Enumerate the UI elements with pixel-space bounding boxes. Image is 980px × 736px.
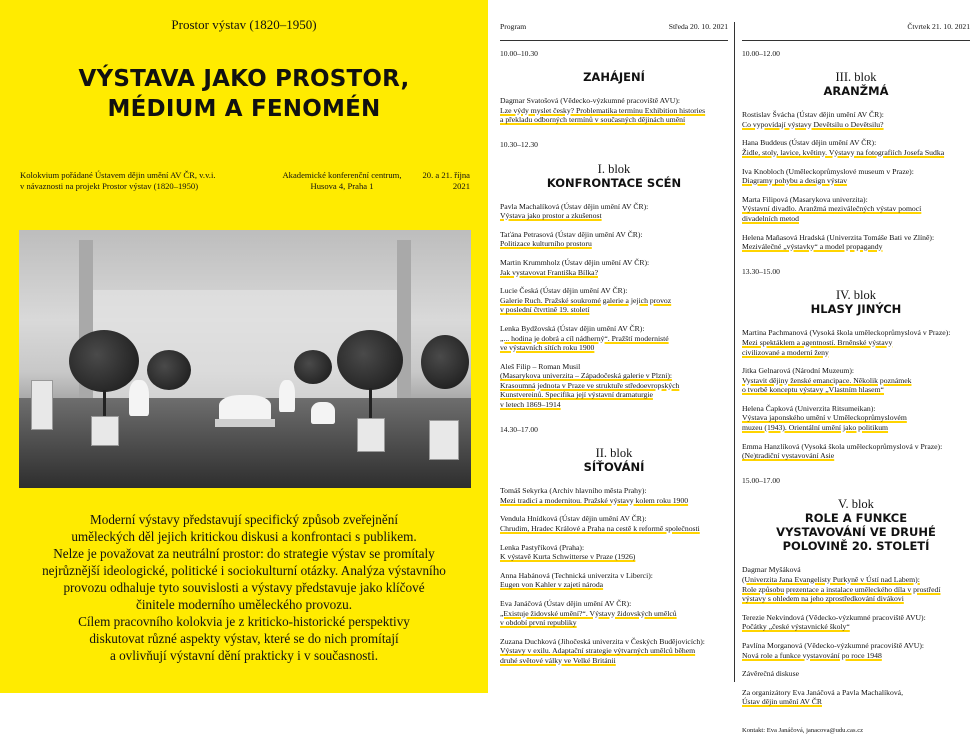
talk-item [500, 362, 728, 410]
talk-title-text: civilizované a moderní ženy [742, 347, 829, 357]
talk-title-line [742, 214, 970, 224]
talk-title-line [742, 338, 970, 348]
speaker: Tomáš Sekyrka (Archiv hlavního města Prahy): [500, 486, 647, 496]
talk-item [500, 230, 728, 249]
talk-item [742, 366, 970, 395]
talk-title-text: muzeu (1943). Orientální umění jako politikum [742, 423, 889, 433]
talk-title-line [500, 609, 728, 619]
speaker: Jitka Gelnarová (Národní Muzeum): [742, 366, 855, 376]
date-info [415, 170, 470, 192]
speaker: Lenka Bydžovská (Ústav dějin umění AV ČR): [500, 323, 645, 333]
day1-date: Středa 20. 10. 2021 [668, 22, 728, 31]
talk-title-line [500, 115, 728, 125]
organizer-info [20, 170, 260, 192]
session-title: KONFRONTACE SCÉN [546, 175, 682, 190]
talk-title-line [500, 296, 728, 306]
talk-title-line [500, 496, 728, 506]
talk-item [742, 110, 970, 129]
speaker: Pavlína Morganová (Vědecko-výzkumné pracoviště AVU): [742, 641, 925, 650]
talk-title-line [742, 176, 970, 186]
talk-title-text: „... hodina je dobrá a cíl nádherný“. Pražští modernisté [500, 333, 669, 343]
speaker: Helena Čapková (Univerzita Ritsumeikan): [742, 403, 876, 413]
block-number: III. blok [835, 70, 877, 85]
desc-line: Moderní výstavy představují specifický způsob zveřejnění [90, 512, 398, 527]
session-block [500, 140, 728, 425]
talk-item [742, 613, 970, 632]
talk-item [500, 486, 728, 505]
info-line: Husova 4, Praha 1 [310, 181, 374, 191]
session-block [742, 49, 970, 267]
talk-item [742, 167, 970, 186]
page-title [0, 64, 488, 124]
session-time: 13.30–15.00 [742, 266, 780, 276]
talk-title-text: Co vypovídají výstavy Devětsilu o Devětsilu? [742, 119, 884, 129]
talk-item [742, 328, 970, 357]
talk-title-line [742, 242, 970, 252]
speaker: Emma Hanzlíková (Vysoká škola uměleckoprůmyslová v Praze): [742, 441, 943, 451]
talk-item [500, 286, 728, 315]
talk-item [742, 641, 970, 660]
talk-title-line [742, 204, 970, 214]
talk-item [500, 543, 728, 562]
speaker: Anna Habánová (Technická univerzita v Liberci): [500, 570, 653, 580]
talk-title-line [500, 524, 728, 534]
talk-title-text: Vystavit dějiny ženské emancipace. Několik poznámek [742, 375, 912, 385]
talk-title-line [500, 646, 728, 656]
talk-title-line [500, 580, 728, 590]
info-line: v návaznosti na projekt Prostor výstav (1820–1950) [20, 181, 199, 191]
info-line: Akademické konferenční centrum, [282, 170, 402, 180]
column-header [500, 22, 728, 32]
talk-title-text: Mezi tradicí a modernitou. Pražské výstavy kolem roku 1900 [500, 495, 689, 505]
session-block [500, 49, 728, 140]
speaker: Zuzana Duchková (Jihočeská univerzita v Českých Budějovicích): [500, 636, 705, 646]
speaker: Rostislav Švácha (Ústav dějin umění AV ČR): [742, 110, 884, 120]
column-header [742, 22, 970, 32]
venue-info [262, 170, 422, 192]
speaker: Dagmar Svatošová (Vědecko-výzkumné pracoviště AVU): [500, 96, 681, 106]
info-line: 20. a 21. října [422, 170, 470, 180]
talk-title-text: druhé světové války ve Velké Británii [500, 655, 616, 665]
speaker: Hana Buddeus (Ústav dějin umění AV ČR): [742, 138, 877, 148]
talk-item [742, 195, 970, 224]
session-title: ZAHÁJENÍ [583, 70, 645, 85]
talk-title-text: Role způsobu prezentace a instalace uměleckého díla v prostředí [742, 584, 941, 594]
talk-title-text: Ústav dějin umění AV ČR [742, 697, 823, 707]
info-line: 2021 [452, 181, 470, 191]
series-title: Prostor výstav (1820–1950) [171, 17, 317, 32]
talk-title-line [742, 120, 970, 130]
talk-title-text: ve výstavních sítích roku 1900 [500, 343, 595, 353]
speaker: Eva Janáčová (Ústav dějin umění AV ČR): [500, 599, 632, 608]
talk-title-line [500, 106, 728, 116]
program-label: Program [500, 22, 527, 31]
talk-item [742, 688, 970, 707]
session-title: HLASY JINÝCH [810, 302, 902, 317]
session-time: 10.30–12.30 [500, 139, 538, 149]
talk-title-text: Galerie Ruch. Pražské soukromé galerie a jejich provoz [500, 295, 672, 305]
desc-line: činitele moderního uměleckého provozu. [135, 597, 353, 612]
speaker: Dagmar Myšáková [742, 565, 801, 575]
desc-line: provozu odhaluje tyto souvislosti a výstavy představuje jako klíčové [63, 580, 425, 595]
talk-title-text: (Ne)tradiční vystavování Asie [742, 451, 835, 461]
session-title-line: ROLE A FUNKCE [804, 511, 908, 526]
talk-title-line [742, 385, 970, 395]
talk-title-text: K výstavě Kurta Schwitterse v Praze (1926) [500, 552, 636, 562]
spacer [742, 716, 970, 722]
talk-title-line [742, 348, 970, 358]
speaker: Marta Filipová (Masarykova univerzita): [742, 194, 868, 204]
talk-title-text: (Masarykova univerzita – Západočeská galerie v Plzni): [500, 371, 673, 381]
talk-title-text: Chrudim, Hradec Králové a Praha na cestě k reformě společnosti [500, 524, 700, 534]
day2-sessions [742, 49, 970, 722]
session-title [742, 511, 970, 553]
speaker: Lucie Česká (Ústav dějin umění AV ČR): [500, 286, 628, 296]
talk-title-line [500, 390, 728, 400]
talk-item [742, 233, 970, 252]
speaker: Helena Maňasová Hradská (Univerzita Tomáše Bati ve Zlíně): [742, 232, 935, 242]
talk-title-text: Krasoumná jednota v Praze ve struktuře středoevropských [500, 380, 680, 390]
talk-title-text: Výstavy v exilu. Adaptační strategie výtvarných umělců během [500, 646, 696, 656]
session-time: 14.30–17.00 [500, 424, 538, 434]
talk-title-line [742, 697, 970, 707]
talk-title-text: Lze výdy myslet česky? Problematika termínu Exhibition histories [500, 105, 706, 115]
talk-title-text: Počátky „české výstavnické školy“ [742, 622, 850, 632]
talk-title-line [500, 371, 728, 381]
talk-title-line [742, 622, 970, 632]
speaker: Pavla Machalíková (Ústav dějin umění AV ČR): [500, 201, 649, 211]
contact-line: Kontakt: Eva Janáčová, janacova@udu.cas.cz [742, 726, 864, 734]
talk-title-text: v období první republiky [500, 618, 577, 628]
program-column-day2 [742, 22, 970, 736]
description-paragraph-1 [20, 511, 468, 613]
talk-title-text: Meziválečné „výstavky“ a model propagandy [742, 242, 883, 252]
speaker: Lenka Pastyříková (Praha): [500, 542, 585, 552]
talk-title-line [742, 148, 970, 158]
talk-item [500, 637, 728, 666]
talk-title-line [742, 451, 970, 461]
yellow-panel [0, 0, 488, 693]
talk-title-line [500, 211, 728, 221]
talk-title-text: Diagramy pohybu a design výstav [742, 176, 848, 186]
talk-item [742, 138, 970, 157]
info-line: Kolokvium pořádané Ústavem dějin umění AV ČR, v.v.i. [20, 170, 216, 180]
talk-title-text: Výstava japonského umění v Uměleckoprůmyslovém [742, 413, 907, 423]
program-column-day1 [500, 22, 728, 681]
talk-title-text: Eugen von Kahler v zajetí národa [500, 580, 604, 590]
talk-title-text: (Univerzita Jana Evangelisty Purkyně v Ústí nad Labem): [742, 575, 920, 585]
day2-date: Čtvrtek 21. 10. 2021 [907, 22, 970, 31]
talk-item [500, 599, 728, 628]
talk-title-text: Jak vystavovat Františka Bílka? [500, 267, 598, 277]
block-number: IV. blok [835, 288, 877, 303]
talk-item [742, 404, 970, 433]
talk-title-text: v letech 1869–1914 [500, 400, 561, 410]
talk-title-line [500, 381, 728, 391]
talk-title-line [742, 585, 970, 595]
talk-title-line [500, 334, 728, 344]
speaker: Vendula Hnídková (Ústav dějin umění AV ČR): [500, 514, 647, 524]
session-block [742, 476, 970, 722]
talk-title-line [742, 376, 970, 386]
speaker: Závěrečná diskuse [742, 669, 799, 679]
talk-title-line [742, 575, 970, 585]
speaker: Aleš Filip – Roman Musil [500, 361, 581, 371]
talk-title-line [500, 552, 728, 562]
column-divider [734, 22, 735, 682]
talk-item [500, 258, 728, 277]
session-title: ARANŽMÁ [823, 84, 889, 99]
talk-item [500, 96, 728, 125]
session-time: 10.00–10.30 [500, 48, 538, 58]
desc-line: Cílem pracovního kolokvia je z kriticko-historické perspektivy [78, 614, 410, 629]
talk-item [500, 514, 728, 533]
talk-item [500, 202, 728, 221]
desc-line: a ovlivňují výstavní dění prakticky i v současnosti. [109, 648, 379, 663]
session-block [742, 267, 970, 476]
block-number: II. blok [595, 446, 633, 461]
talk-title-line [500, 239, 728, 249]
talk-title-line [500, 305, 728, 315]
desc-line: uměleckých děl jejich kritickou diskusi a konfrontaci s publikem. [71, 529, 417, 544]
speaker: Taťána Petrasová (Ústav dějin umění AV ČR): [500, 229, 643, 239]
title-line: VÝSTAVA JAKO PROSTOR, [78, 66, 410, 92]
speaker: Iva Knobloch (Uměleckoprůmyslové museum v Praze): [742, 166, 914, 176]
talk-title-text: Výstavní divadlo. Aranžmá meziválečných výstav pomocí [742, 204, 922, 214]
talk-title-text: Politizace kulturního prostoru [500, 239, 592, 249]
talk-title-text: a překladu odborných termínů v současných dějinách umění [500, 115, 686, 125]
block-number: I. blok [597, 161, 631, 176]
talk-title-text: Mezi spektáklem a agentností. Brněnské výstavy [742, 337, 893, 347]
desc-line: Nelze je považovat za neutrální prostor: do strategie výstav se promítaly [53, 546, 435, 561]
exhibition-photo [19, 230, 471, 488]
speaker: Martina Pachmanová (Vysoká škola uměleckoprůmyslová v Praze): [742, 328, 951, 338]
talk-title-text: Židle, stoly, lavice, květiny. Výstavy na fotografiích Josefa Sudka [742, 147, 945, 157]
talk-title-text: Výstava jako prostor a zkušenost [500, 211, 602, 221]
day1-sessions [500, 49, 728, 681]
session-title: SÍŤOVÁNÍ [583, 460, 645, 475]
talk-title-text: divadelních metod [742, 213, 799, 223]
talk-title-line [742, 423, 970, 433]
talk-title-line [500, 400, 728, 410]
speaker: Za organizátory Eva Janáčová a Pavla Machalíková, [742, 687, 904, 697]
talk-item [742, 669, 970, 679]
talk-title-line [500, 343, 728, 353]
talk-title-text: „Existuje židovské umění?“. Výstavy židovských umělců [500, 608, 677, 618]
speaker: Martin Krummholz (Ústav dějin umění AV ČR): [500, 257, 650, 267]
talk-item [742, 442, 970, 461]
talk-item [500, 324, 728, 353]
talk-title-line [742, 594, 970, 604]
spacer [500, 675, 728, 681]
talk-title-line [500, 268, 728, 278]
title-line: MÉDIUM A FENOMÉN [107, 96, 381, 122]
description-paragraph-2 [20, 613, 468, 664]
talk-title-text: o tvorbě konceptu výstavy „Vlastním hlasem“ [742, 385, 884, 395]
session-time: 15.00–17.00 [742, 475, 780, 485]
talk-title-text: Kunstvereinů. Specifika její výstavní dramaturgie [500, 390, 653, 400]
talk-title-text: v poslední čtvrtině 19. století [500, 305, 590, 315]
session-time: 10.00–12.00 [742, 48, 780, 58]
talk-title-line [500, 656, 728, 666]
talk-title-text: výstavy s ohledem na jeho zprostředkování divákovi [742, 594, 904, 604]
block-number: V. blok [838, 497, 874, 512]
session-title-line: VYSTAVOVÁNÍ VE DRUHÉ [776, 525, 936, 540]
talk-title-text: Nová role a funkce vystavování po roce 1948 [742, 650, 882, 660]
talk-title-line [742, 651, 970, 661]
desc-line: nejrůznější ideologické, politické i sociokulturní otázky. Analýza výstavního [42, 563, 446, 578]
speaker: Terezie Nekvindová (Vědecko-výzkumné pracoviště AVU): [742, 612, 926, 622]
talk-title-line [500, 618, 728, 628]
talk-item [742, 565, 970, 603]
session-block [500, 425, 728, 681]
desc-line: diskutovat různé aspekty výstav, které se do nich promítají [89, 631, 399, 646]
session-title-line: POLOVINĚ 20. STOLETÍ [782, 539, 930, 554]
talk-item [500, 571, 728, 590]
talk-title-line [742, 413, 970, 423]
